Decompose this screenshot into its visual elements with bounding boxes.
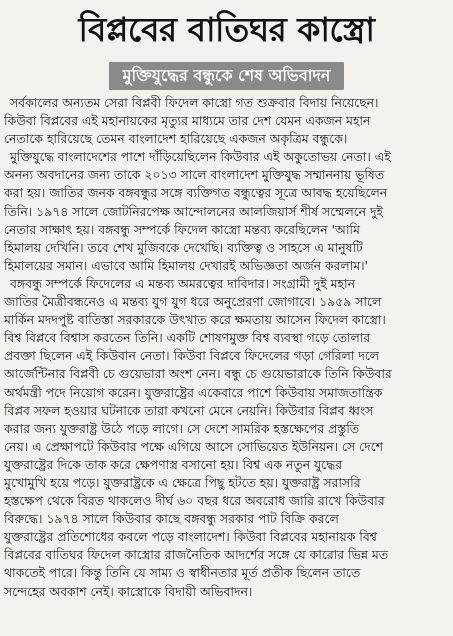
article-line: বঙ্গবন্ধু সম্পর্কে ফিদেলের এ মন্তব্য অমরত্বের দাবিদার। সংগ্রামী দুই মহান bbox=[10, 275, 355, 291]
article-line: অর্থমন্ত্রী পদে নিয়োগ করেন। যুক্তরাষ্ট্রের একেবারে পাশে কিউবায় সমাজতান্ত্রিক bbox=[4, 384, 383, 400]
article-line: করার জন্য যুক্তরাষ্ট্র উঠে পড়ে লাগে। সে দেশে সামরিক হস্তক্ষেপের প্রস্তুতি bbox=[4, 420, 360, 436]
article-line: থাকতেই পারে। কিন্তু তিনি যে সাম্য ও স্বাধীনতার মূর্ত প্রতীক ছিলেন তাতে bbox=[4, 565, 361, 581]
article-line: মুক্তিযুদ্ধে বাংলাদেশের পাশে দাঁড়িয়েছিলেন কিউবার এই অকুতোভয় নেতা। এই bbox=[10, 149, 391, 165]
article-line: অনন্য অবদানের জন্য তাকে ২০১৩ সালে বাংলাদেশ মুক্তিযুদ্ধ সম্মাননায় ভূষিত bbox=[4, 167, 385, 183]
article-line: বিপ্লব সফল হওয়ার ঘটনাকে তারা কখনো মেনে নেয়নি। কিউবার বিপ্লব ধ্বংস bbox=[4, 402, 374, 418]
article-line: হস্তক্ষেপ থেকে বিরত থাকলেও দীর্ঘ ৬০ বছর ধরে অবরোধ জারি রাখে কিউবার bbox=[4, 493, 385, 509]
article-line: হিমালয় দেখিনি। তবে শেখ মুজিবকে দেখেছি। ব্যক্তিত্ব ও সাহসে এ মানুষটি bbox=[4, 239, 363, 255]
article-line: সন্দেহের অবকাশ নেই। কাস্ত্রোকে বিদায়ী অভিবাদন। bbox=[4, 583, 253, 599]
subheadline: মুক্তিযুদ্ধের বন্ধুকে শেষ অভিবাদন bbox=[109, 62, 345, 90]
article-line: সর্বকালের অন্যতম সেরা বিপ্লবী ফিদেল কাস্ত্রো গত শুক্রবার বিদায় নিয়েছেন। bbox=[10, 95, 379, 110]
article-line: মুখোমুখি হয়ে পড়ে। যুক্তরাষ্ট্রকে এ ক্ষেত্রে পিছু হটতে হয়। যুক্তরাষ্ট্র সরাসরি bbox=[4, 474, 361, 490]
article-line: বিশ্ব বিপ্লবে বিশ্বাস করতেন তিনি। একটি শোষণমুক্ত বিশ্ব ব্যবস্থা গড়ে তোলার bbox=[4, 330, 371, 346]
article-line: তিনি। ১৯৭৪ সালে জোটনিরপেক্ষ আন্দোলনের আলজিয়ার্স শীর্ষ সম্মেলনে দুই bbox=[4, 203, 383, 219]
subheadline-band bbox=[0, 54, 453, 94]
article-line: জাতির মৈত্রীবন্ধনেও এ মন্তব্য যুগ যুগ ধরে অনুপ্রেরণা জোগাবে। ১৯৫৯ সালে bbox=[4, 294, 382, 310]
article-line: নেতার সাক্ষাৎ হয়। বঙ্গবন্ধু সম্পর্কে ফিদেল কাস্ত্রো মন্তব্য করেছিলেন 'আমি bbox=[4, 221, 360, 237]
article-line: মার্কিন মদদপুষ্ট বাতিস্তা সরকারকে উৎখাত করে ক্ষমতায় আসেন ফিদেল কাস্ত্রো। bbox=[4, 312, 386, 328]
article-line: বিপ্লবের বাতিঘর ফিদেল কাস্ত্রোর রাজনৈতিক আদর্শের সঙ্গে যে কারোর ভিন্ন মত bbox=[4, 547, 389, 563]
article-body bbox=[4, 94, 449, 601]
article-line: করা হয়। জাতির জনক বঙ্গবন্ধুর সঙ্গে ব্যক্তিগত বন্ধুত্বের সূত্রে আবদ্ধ হয়েছিলেন bbox=[4, 185, 388, 201]
article-line: বিরুদ্ধে। ১৯৭৪ সালে কিউবার কাছে বঙ্গবন্ধু সরকার পাট বিক্রি করলে bbox=[4, 511, 339, 527]
headline: বিপ্লবের বাতিঘর কাস্ত্রো bbox=[78, 10, 375, 49]
article-line: প্রবক্তা ছিলেন এই কিউবান নেতা। কিউবা বিপ্লবে ফিদেলের গড়া গেরিলা দলে bbox=[4, 348, 380, 364]
article-line: যুক্তরাষ্ট্রের দিকে তাক করে ক্ষেপণাস্ত্র বসানো হয়। বিশ্ব এক নতুন যুদ্ধের bbox=[4, 456, 343, 472]
article-line: যুক্তরাষ্ট্রের প্রতিশোধের কবলে পড়ে বাংলাদেশ। কিউবা বিপ্লবের মহানায়ক বিশ্ব bbox=[4, 529, 377, 545]
article-line: নেয়। এ প্রেক্ষাপটে কিউবার পক্ষে এগিয়ে আসে সোভিয়েত ইউনিয়ন। সে দেশে bbox=[4, 438, 383, 454]
article-line: নেতাকে হারিয়েছে তেমন বাংলাদেশ হারিয়েছে একজন অকৃত্রিম বন্ধুকে। bbox=[4, 131, 348, 147]
article-line: কিউবা বিপ্লবের এই মহানায়কের মৃত্যুর মাধ্যমে তার দেশ যেমন একজন মহান bbox=[4, 113, 371, 129]
article-line: আর্জেন্টিনার বিপ্লবী চে গুয়েভারা অংশ নেন। বন্ধু চে গুয়েভারাকে তিনি কিউবার bbox=[4, 366, 392, 382]
article-line: হিমালয়ের সমান। এভাবে আমি হিমালয় দেখারই অভিজ্ঞতা অর্জন করলাম।' bbox=[4, 257, 368, 273]
